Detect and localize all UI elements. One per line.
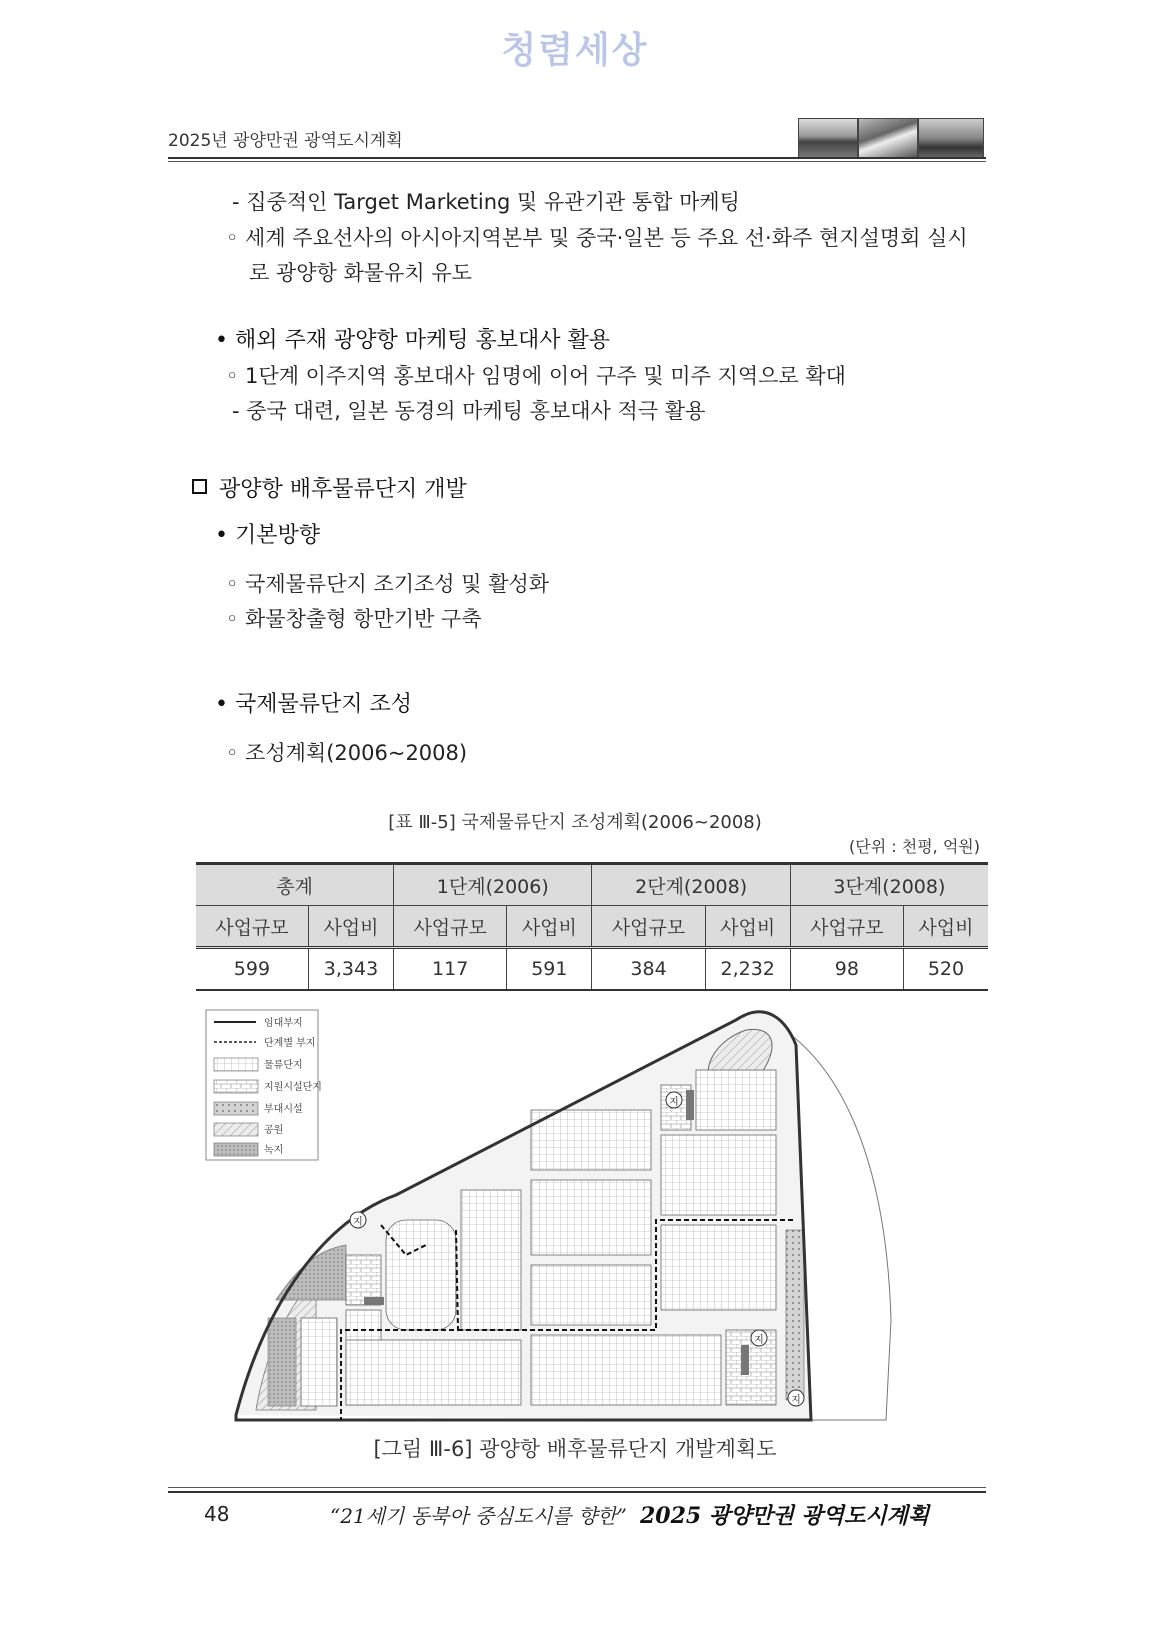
logistics-block <box>531 1335 721 1405</box>
logistics-block <box>661 1135 776 1215</box>
support-facility-block <box>726 1330 776 1405</box>
legend-swatch-auxiliary <box>214 1102 258 1115</box>
auxiliary-facility <box>686 1090 694 1120</box>
table-unit-note: (단위 : 천평, 억원) <box>849 837 980 856</box>
table-subheader-row <box>196 906 988 948</box>
figure-caption: [그림 Ⅲ-6] 광양항 배후물류단지 개발계획도 <box>373 1437 777 1461</box>
table-group-header: 3단계(2008) <box>790 864 988 906</box>
table-subheader: 사업규모 <box>196 906 308 948</box>
header-photo-2 <box>858 118 918 158</box>
table-cell: 591 <box>507 948 592 991</box>
legend-label: 임대부지 <box>264 1018 303 1029</box>
table-cell: 98 <box>790 948 903 991</box>
legend-swatch-logistics <box>214 1058 258 1071</box>
logistics-block <box>386 1220 456 1330</box>
green-area <box>268 1318 296 1406</box>
circle-item-local-briefing: ◦ 세계 주요선사의 아시아지역본부 및 중국·일본 등 주요 선·화주 현지설명회 실시 <box>226 226 968 250</box>
circle-item-ambassador-expand: ◦ 1단계 이주지역 홍보대사 임명에 이어 구주 및 미주 지역으로 확대 <box>226 364 846 388</box>
header-rule-thin <box>168 161 986 162</box>
bullet-heading-basic-direction: • 기본방향 <box>215 523 320 548</box>
support-marker-label: 지 <box>669 1097 679 1108</box>
table-subheader: 사업규모 <box>592 906 705 948</box>
page-number: 48 <box>204 1502 230 1526</box>
bullet-heading-ambassador: • 해외 주재 광양항 마케팅 홍보대사 활용 <box>215 328 610 353</box>
footer-document-title: 2025 광양만권 광역도시계획 <box>640 1503 930 1529</box>
table-subheader: 사업비 <box>705 906 790 948</box>
table-subheader: 사업비 <box>308 906 393 948</box>
legend-swatch-green <box>214 1143 258 1156</box>
legend-swatch-support <box>214 1080 258 1093</box>
auxiliary-facility <box>364 1297 384 1305</box>
bullet-heading-international-park: • 국제물류단지 조성 <box>215 692 412 717</box>
header-photo-3 <box>918 118 984 158</box>
table-subheader: 사업규모 <box>394 906 507 948</box>
logistics-block <box>696 1070 776 1130</box>
legend-label: 단계별 부지 <box>264 1038 316 1049</box>
support-marker-label: 지 <box>353 1217 363 1228</box>
legend-label: 공원 <box>264 1125 284 1136</box>
support-marker-label: 지 <box>754 1335 764 1346</box>
legend-label: 물류단지 <box>264 1060 303 1071</box>
table-group-header: 총계 <box>196 864 394 906</box>
logistics-block <box>531 1180 651 1255</box>
logistics-block <box>661 1225 776 1310</box>
logistics-block <box>346 1340 521 1405</box>
table-subheader: 사업비 <box>507 906 592 948</box>
integrity-logo: 청렴세상 <box>501 29 649 71</box>
checkbox-square-icon <box>192 479 207 494</box>
table-cell: 520 <box>903 948 988 991</box>
section-heading-text: 광양항 배후물류단지 개발 <box>219 477 467 502</box>
table-row <box>196 948 988 991</box>
support-marker-label: 지 <box>791 1395 801 1406</box>
site-plan-map <box>196 1000 896 1430</box>
logistics-block <box>301 1318 337 1406</box>
table-group-header-row <box>196 864 988 906</box>
legend-label: 지원시설단지 <box>264 1082 322 1093</box>
footer-rule-thin <box>168 1487 986 1488</box>
table-cell: 3,343 <box>308 948 393 991</box>
table-cell: 599 <box>196 948 308 991</box>
logistics-block <box>461 1190 521 1330</box>
table-cell: 2,232 <box>705 948 790 991</box>
table-cell: 384 <box>592 948 705 991</box>
logistics-block <box>531 1110 651 1170</box>
legend-label: 녹지 <box>264 1145 284 1156</box>
circle-item-port-infrastructure: ◦ 화물창출형 항만기반 구축 <box>226 607 482 631</box>
section-heading-logistics-park <box>192 472 467 503</box>
logistics-block <box>531 1265 651 1325</box>
header-photo-1 <box>798 118 858 158</box>
table-caption: [표 Ⅲ-5] 국제물류단지 조성계획(2006~2008) <box>388 812 762 833</box>
legend-swatch-park <box>214 1123 258 1136</box>
table-subheader: 사업비 <box>903 906 988 948</box>
auxiliary-facility-strip <box>786 1230 804 1400</box>
legend-label: 부대시설 <box>264 1104 303 1115</box>
circle-item-local-briefing-cont: 로 광양항 화물유치 유도 <box>249 261 472 285</box>
circle-item-early-development: ◦ 국제물류단지 조기조성 및 활성화 <box>226 572 550 596</box>
dash-item-target-marketing: - 집중적인 Target Marketing 및 유관기관 통합 마케팅 <box>232 190 740 214</box>
dash-item-ambassador-china-japan: - 중국 대련, 일본 동경의 마케팅 홍보대사 적극 활용 <box>232 399 706 423</box>
running-header-title: 2025년 광양만권 광역도시계획 <box>168 131 403 151</box>
header-rule <box>168 157 986 159</box>
auxiliary-facility <box>741 1345 749 1375</box>
footer-slogan: “21세기 동북아 중심도시를 향한” <box>330 1504 627 1528</box>
table-group-header: 2단계(2008) <box>592 864 790 906</box>
table-cell: 117 <box>394 948 507 991</box>
circle-item-development-plan: ◦ 조성계획(2006~2008) <box>226 741 468 765</box>
map-legend <box>206 1010 322 1160</box>
development-plan-table <box>196 862 988 991</box>
footer-rule <box>168 1491 986 1493</box>
table-subheader: 사업규모 <box>790 906 903 948</box>
table-group-header: 1단계(2006) <box>394 864 592 906</box>
